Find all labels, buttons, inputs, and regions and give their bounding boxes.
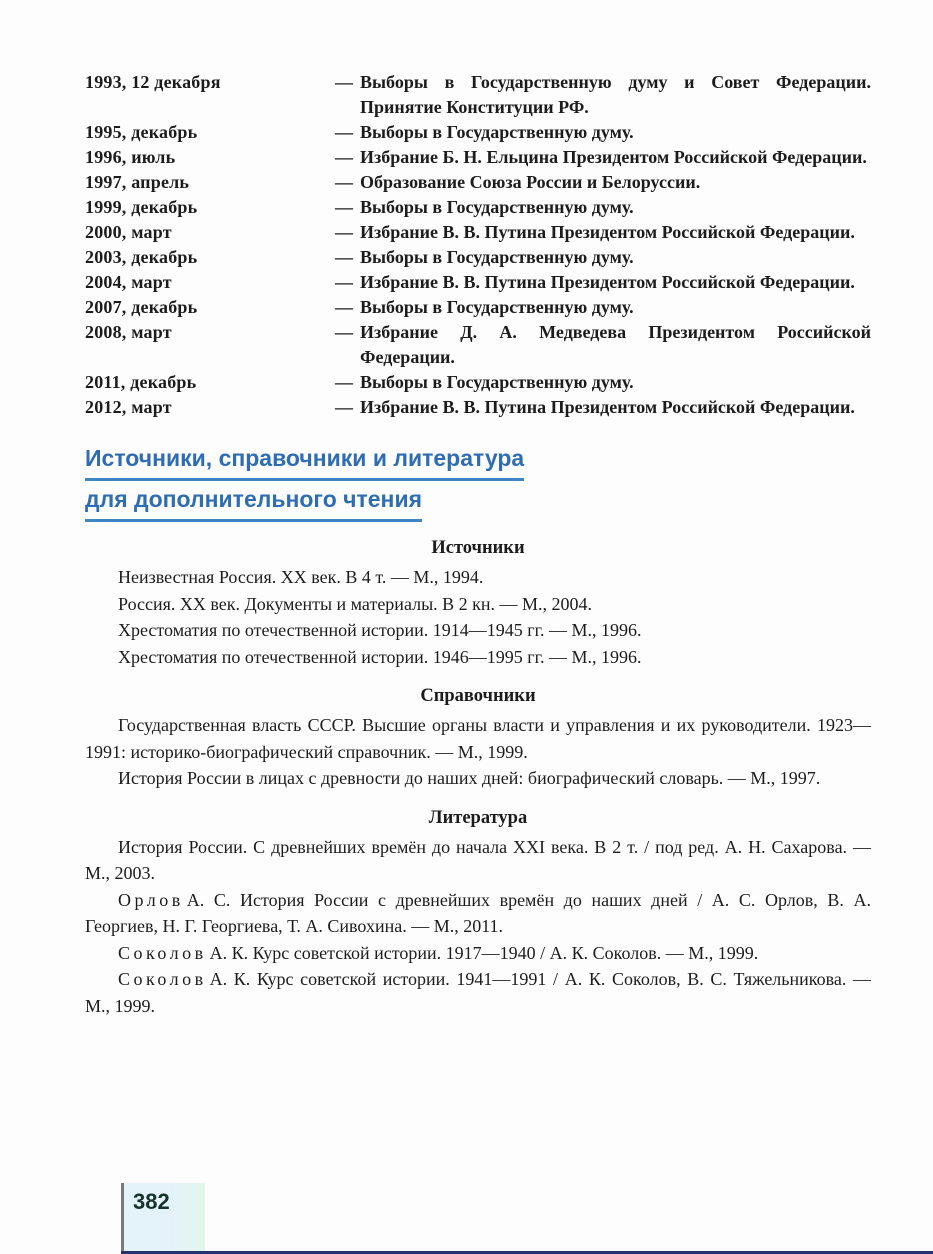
bibliography-item bbox=[85, 940, 871, 967]
chronology-event: Избрание В. В. Путина Президентом Российской Федерации. bbox=[360, 397, 855, 417]
sources-list bbox=[85, 564, 871, 670]
chronology-event: Избрание Д. А. Медведева Президентом Российской Федерации. bbox=[360, 322, 871, 367]
chronology-entry-body bbox=[335, 120, 871, 145]
chronology-row bbox=[85, 120, 871, 145]
chronology-entry-body bbox=[335, 145, 871, 170]
sources-section bbox=[85, 535, 871, 670]
bibliography-text: История России. С древнейших времён до начала XXI века. В 2 т. / под ред. А. Н. Сахарова. — М., 2003. bbox=[85, 836, 871, 883]
bibliography-text: История России в лицах с древности до наших дней: биографический словарь. — М., 1997. bbox=[118, 768, 821, 788]
bibliography-item bbox=[85, 765, 871, 792]
section-heading-line1: Источники, справочники и литература bbox=[85, 440, 524, 481]
dash-separator: — bbox=[335, 197, 353, 217]
chronology-date: 2012, март bbox=[85, 397, 172, 417]
chronology-event: Выборы в Государственную думу. bbox=[360, 247, 634, 267]
dash-separator: — bbox=[335, 372, 353, 392]
chronology-row bbox=[85, 395, 871, 420]
bibliography-text: Россия. XX век. Документы и материалы. В 2 кн. — М., 2004. bbox=[118, 593, 593, 614]
page-number-box bbox=[124, 1183, 205, 1254]
bibliography-author: Соколов bbox=[118, 969, 207, 989]
chronology-date: 1997, апрель bbox=[85, 172, 190, 192]
chronology-event: Образование Союза России и Белоруссии. bbox=[360, 172, 701, 192]
chronology-row bbox=[85, 295, 871, 320]
chronology-entry-body bbox=[335, 220, 871, 245]
chronology-entry-body bbox=[335, 320, 871, 370]
bibliography-item bbox=[85, 644, 871, 671]
bibliography-item bbox=[85, 887, 871, 940]
chronology-entry-body bbox=[335, 195, 871, 220]
chronology-table bbox=[85, 70, 871, 420]
chronology-row bbox=[85, 270, 871, 295]
dash-separator: — bbox=[335, 147, 353, 167]
dash-separator: — bbox=[335, 172, 353, 192]
chronology-entry-body bbox=[335, 270, 871, 295]
chronology-event: Выборы в Государственную думу. bbox=[360, 122, 634, 142]
literature-section bbox=[85, 805, 871, 1020]
chronology-entry-body bbox=[335, 395, 871, 420]
chronology-date: 2000, март bbox=[85, 222, 172, 242]
dash-separator: — bbox=[335, 322, 353, 342]
chronology-row bbox=[85, 320, 871, 370]
bibliography-text: А. К. Курс советской истории. 1917—1940 / А. К. Соколов. — М., 1999. bbox=[209, 942, 759, 963]
chronology-entry-body bbox=[335, 170, 871, 195]
chronology-event: Выборы в Государственную думу и Совет Федерации. Принятие Конституции РФ. bbox=[360, 72, 871, 117]
bibliography-text: А. К. Курс советской истории. 1941—1991 / А. К. Соколов, В. С. Тяжельникова. — М., 1999. bbox=[85, 969, 871, 1016]
chronology-entry-body bbox=[335, 295, 871, 320]
chronology-date: 2008, март bbox=[85, 322, 172, 342]
chronology-date: 2007, декабрь bbox=[85, 297, 198, 317]
section-heading-line2: для дополнительного чтения bbox=[85, 481, 422, 522]
handbooks-section bbox=[85, 683, 871, 792]
chronology-date: 1999, декабрь bbox=[85, 197, 198, 217]
chronology-event: Выборы в Государственную думу. bbox=[360, 197, 634, 217]
chronology-date: 2011, декабрь bbox=[85, 372, 197, 392]
bibliography-item bbox=[85, 564, 871, 591]
chronology-entry-body bbox=[335, 245, 871, 270]
bibliography-text: Хрестоматия по отечественной истории. 1946—1995 гг. — М., 1996. bbox=[118, 646, 642, 667]
dash-separator: — bbox=[335, 122, 353, 142]
chronology-row bbox=[85, 195, 871, 220]
chronology-row bbox=[85, 370, 871, 395]
chronology-row bbox=[85, 145, 871, 170]
bibliography-text: Государственная власть СССР. Высшие органы власти и управления и их руководители. 1923—1991: историко-биографический справочник. — М., 1999. bbox=[85, 715, 871, 762]
chronology-row bbox=[85, 245, 871, 270]
bibliography-item bbox=[85, 591, 871, 618]
dash-separator: — bbox=[335, 222, 353, 242]
dash-separator: — bbox=[335, 272, 353, 292]
dash-separator: — bbox=[335, 72, 353, 92]
bibliography-text: Хрестоматия по отечественной истории. 1914—1945 гг. — М., 1996. bbox=[118, 620, 642, 640]
bibliography-item bbox=[85, 617, 871, 644]
dash-separator: — bbox=[335, 247, 353, 267]
chronology-event: Выборы в Государственную думу. bbox=[360, 297, 634, 317]
section-heading bbox=[85, 440, 871, 522]
sources-heading: Источники bbox=[431, 538, 525, 558]
bibliography-text: А. С. История России с древнейших времён до наших дней / А. С. Орлов, В. А. Георгиев, Н. Г. Георгиева, Т. А. Сивохина. — М., 2011. bbox=[85, 889, 871, 936]
chronology-entry-body bbox=[335, 70, 871, 120]
literature-heading: Литература bbox=[428, 807, 528, 828]
chronology-date: 1996, июль bbox=[85, 147, 176, 167]
chronology-event: Выборы в Государственную думу. bbox=[360, 372, 634, 392]
handbooks-list bbox=[85, 712, 871, 792]
chronology-date: 2004, март bbox=[85, 272, 172, 292]
chronology-row bbox=[85, 70, 871, 120]
bibliography-text: Неизвестная Россия. XX век. В 4 т. — М., 1994. bbox=[118, 567, 484, 587]
chronology-date: 1993, 12 декабря bbox=[85, 72, 221, 92]
chronology-row bbox=[85, 170, 871, 195]
chronology-event: Избрание В. В. Путина Президентом Российской Федерации. bbox=[360, 272, 855, 292]
page-number: 382 bbox=[133, 1189, 170, 1214]
bibliography-item bbox=[85, 712, 871, 765]
chronology-entry-body bbox=[335, 370, 871, 395]
chronology-date: 2003, декабрь bbox=[85, 247, 198, 267]
chronology-date: 1995, декабрь bbox=[85, 122, 198, 142]
handbooks-heading: Справочники bbox=[420, 686, 536, 706]
chronology-event: Избрание В. В. Путина Президентом Российской Федерации. bbox=[360, 222, 855, 242]
chronology-row bbox=[85, 220, 871, 245]
chronology-event: Избрание Б. Н. Ельцина Президентом Российской Федерации. bbox=[360, 147, 867, 167]
literature-list bbox=[85, 834, 871, 1020]
bibliography-item bbox=[85, 834, 871, 887]
bibliography-item bbox=[85, 966, 871, 1019]
dash-separator: — bbox=[335, 397, 353, 417]
bibliography-author: Орлов bbox=[118, 889, 184, 910]
dash-separator: — bbox=[335, 297, 353, 317]
bibliography-author: Соколов bbox=[118, 942, 207, 963]
